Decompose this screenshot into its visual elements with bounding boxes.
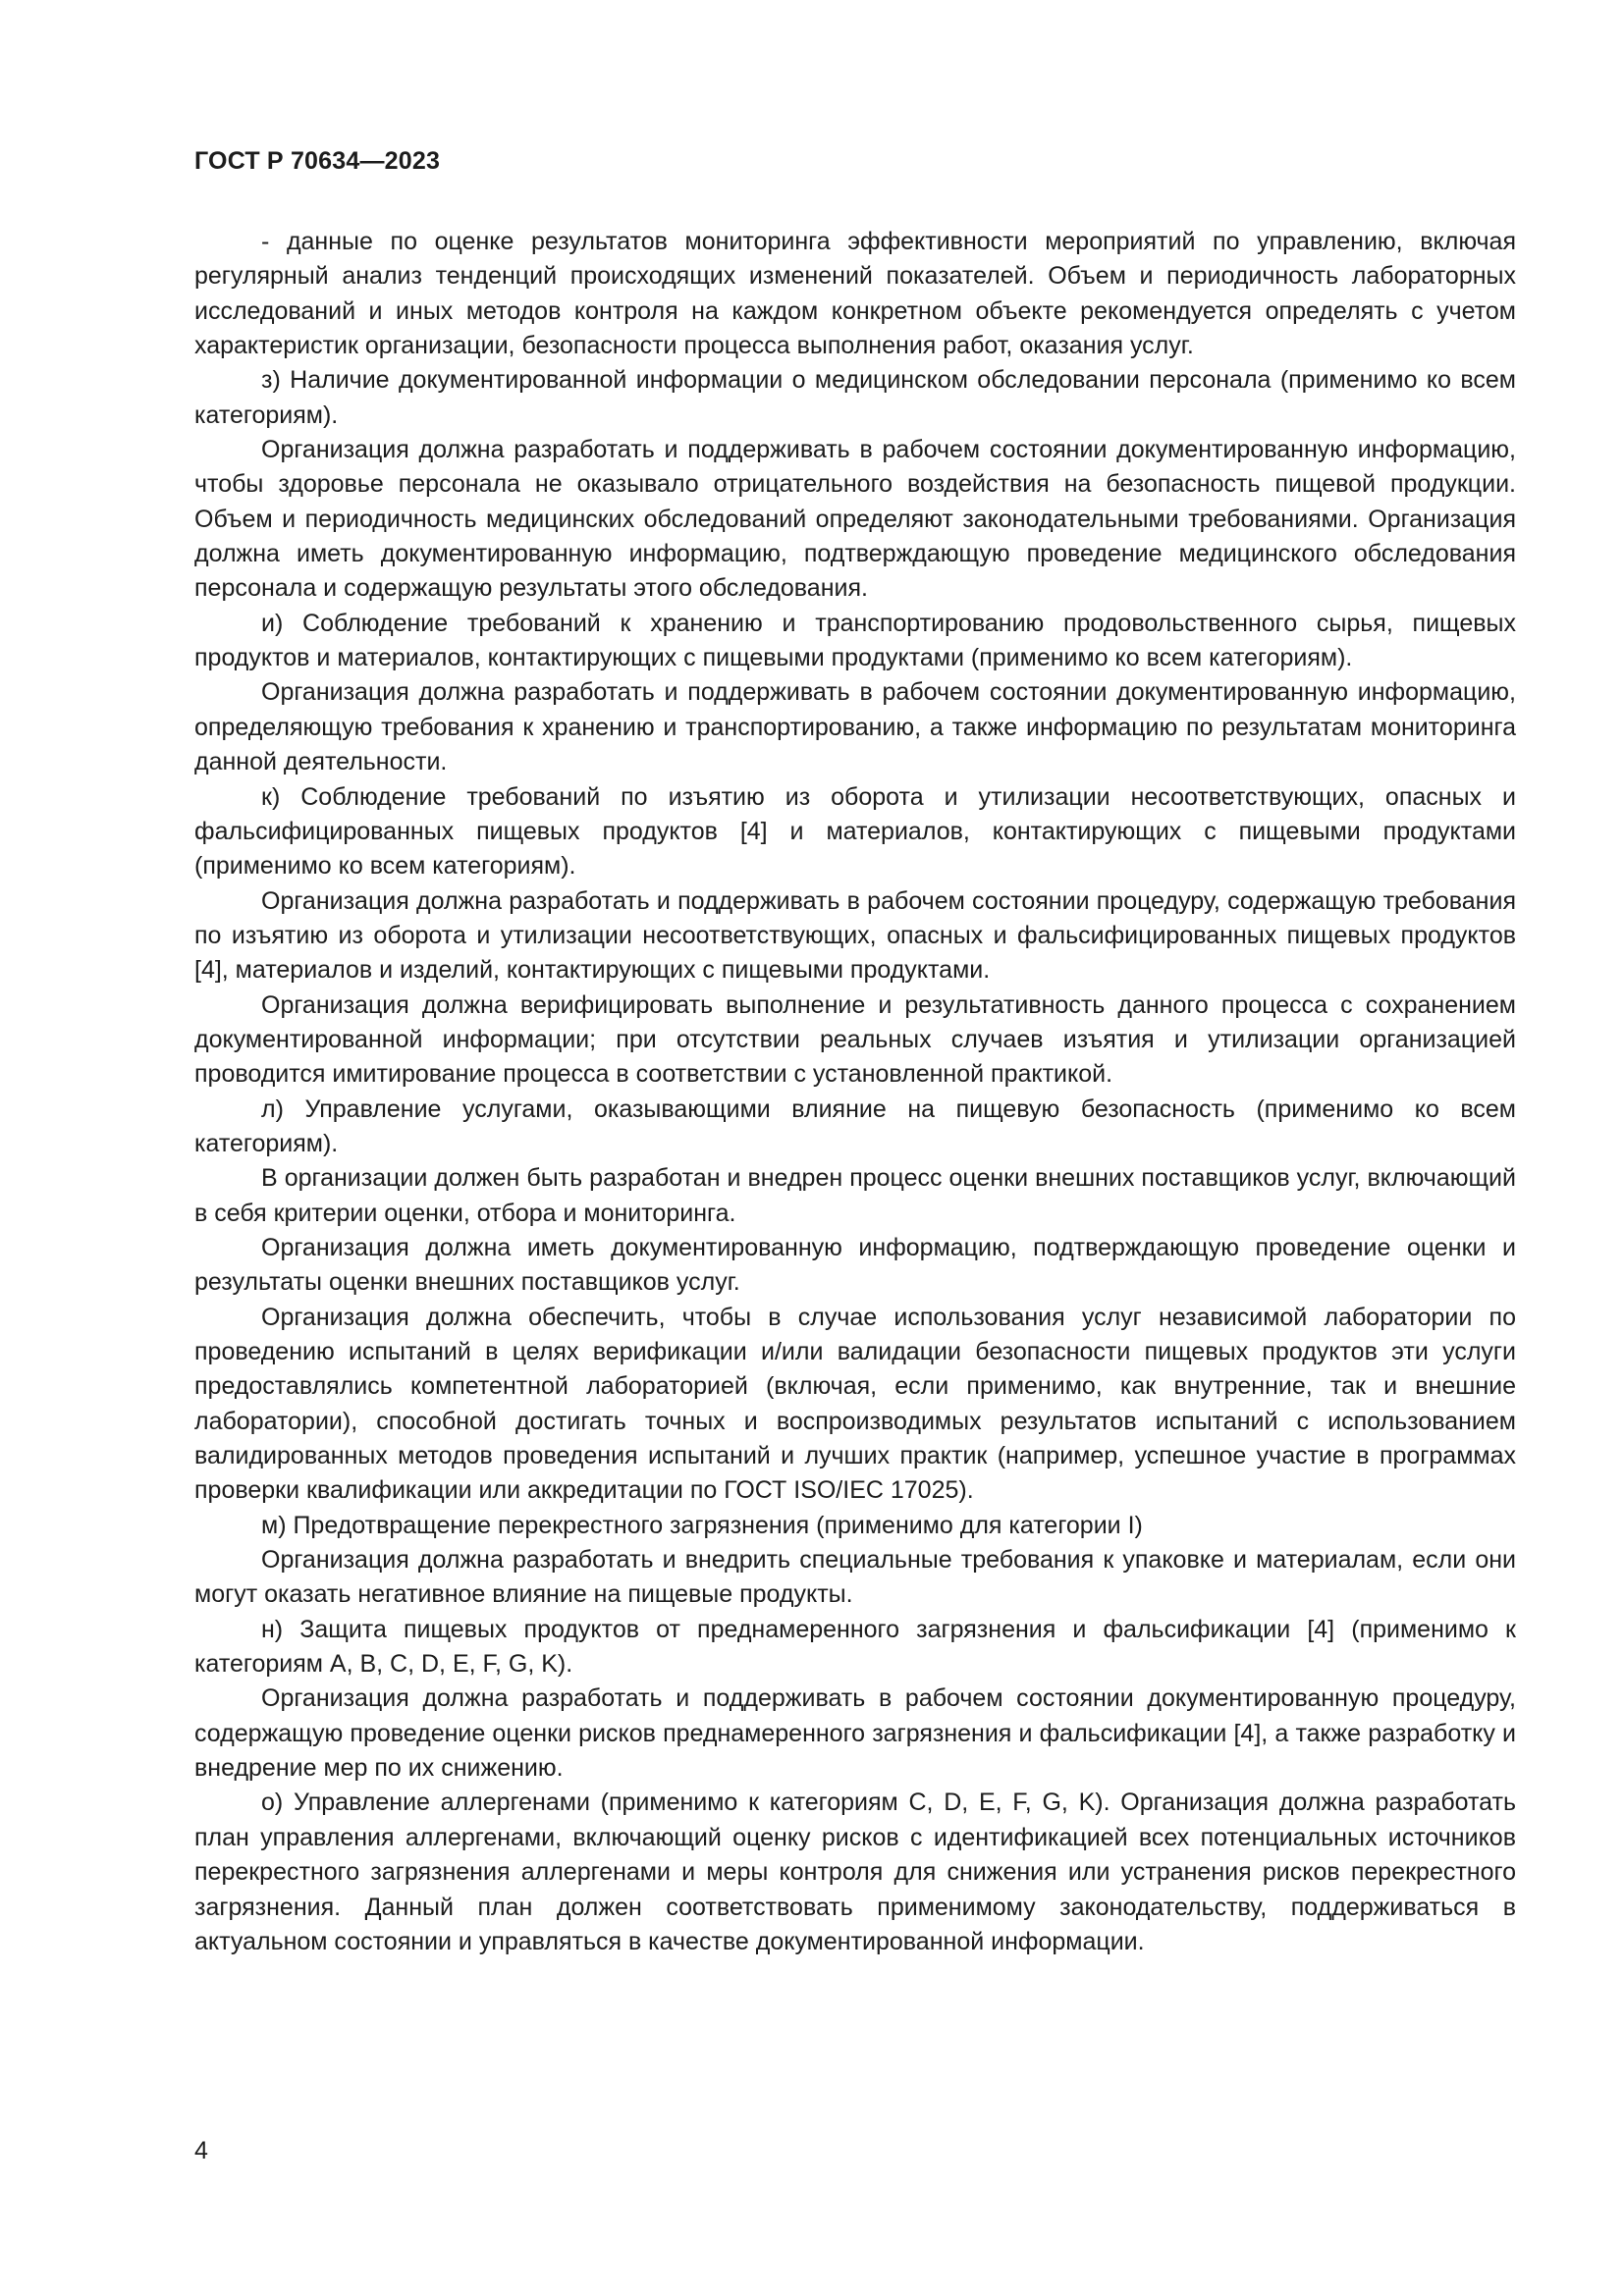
paragraph-withdrawal-procedure: Организация должна разработать и поддерживать в рабочем состоянии процедуру, содержащую требования по изъятию из оборота и утилизации несоответствующих, опасных и фальсифицированных пищевых продуктов [4], материалов и изделий, контактирующих с пищевыми продуктами. [194,886,1516,985]
page-body [194,225,1516,1959]
paragraph-supplier-documentation: Организация должна иметь документированную информацию, подтверждающую проведение оценки и результаты оценки внешних поставщиков услуг. [194,1233,1516,1297]
document-code-header: ГОСТ Р 70634—2023 [194,147,441,175]
paragraph-item-n-food-defense: н) Защита пищевых продуктов от преднамеренного загрязнения и фальсификации [4] (применимо к категориям A, B, C, D, E, F, G, K). [194,1615,1516,1679]
paragraph-withdrawal-verification: Организация должна верифицировать выполнение и результативность данного процесса с сохранением документированной информации; при отсутствии реальных случаев изъятия и утилизации организацией проводится имитирование процесса в соответствии с установленной практикой. [194,990,1516,1089]
paragraph-item-i-storage: и) Соблюдение требований к хранению и транспортированию продовольственного сырья, пищевых продуктов и материалов, контактирующих с пищевыми продуктами (применимо ко всем категориям). [194,609,1516,672]
paragraph-packaging-requirements: Организация должна разработать и внедрить специальные требования к упаковке и материалам, если они могут оказать негативное влияние на пищевые продукты. [194,1546,1516,1609]
paragraph-item-m-cross-contamination: м) Предотвращение перекрестного загрязнения (применимо для категории I) [261,1511,1143,1539]
paragraph-item-k-withdrawal: к) Соблюдение требований по изъятию из оборота и утилизации несоответствующих, опасных и фальсифицированных пищевых продуктов [4] и материалов, контактирующих с пищевыми продуктами (применимо ко всем категориям). [194,782,1516,881]
paragraph-item-z-medical: з) Наличие документированной информации о медицинском обследовании персонала (применимо ко всем категориям). [194,366,1516,429]
paragraph-monitoring-data: - данные по оценке результатов мониторинга эффективности мероприятий по управлению, включая регулярный анализ тенденций происходящих изменений показателей. Объем и периодичность лабораторных исследований и иных методов контроля на каждом конкретном объекте рекомендуется определять с учетом характеристик организации, безопасности процесса выполнения работ, оказания услуг. [194,228,1516,360]
paragraph-item-l-services: л) Управление услугами, оказывающими влияние на пищевую безопасность (применимо ко всем категориям). [194,1095,1516,1157]
paragraph-laboratory-competence: Организация должна обеспечить, чтобы в случае использования услуг независимой лаборатории по проведению испытаний в целях верификации и/или валидации безопасности пищевых продуктов эти услуги предоставлялись компетентной лабораторией (включая, если применимо, как внутренние, так и внешние лаборатории), способной достигать точных и воспроизводимых результатов испытаний с использованием валидированных методов проведения испытаний и лучших практик (например, успешное участие в программах проверки квалификации или аккредитации по ГОСТ ISO/IEC 17025). [194,1303,1516,1505]
paragraph-medical-requirements: Организация должна разработать и поддерживать в рабочем состоянии документированную информацию, чтобы здоровье персонала не оказывало отрицательного воздействия на безопасность пищевой продукции. Объем и периодичность медицинских обследований определяют законодательными требованиями. Организация должна иметь документированную информацию, подтверждающую проведение медицинского обследования персонала и содержащую результаты этого обследования. [194,436,1516,603]
paragraph-item-o-allergens: о) Управление аллергенами (применимо к категориям C, D, E, F, G, K). Организация должна разработать план управления аллергенами, включающий оценку рисков с идентификацией всех потенциальных источников перекрестного загрязнения аллергенами и меры контроля для снижения или устранения рисков перекрестного загрязнения. Данный план должен соответствовать применимому законодательству, поддерживаться в актуальном состоянии и управляться в качестве документированной информации. [194,1789,1516,1955]
page-number: 4 [194,2137,208,2164]
paragraph-supplier-evaluation: В организации должен быть разработан и внедрен процесс оценки внешних поставщиков услуг, включающий в себя критерии оценки, отбора и мониторинга. [194,1164,1516,1227]
paragraph-storage-requirements: Организация должна разработать и поддерживать в рабочем состоянии документированную информацию, определяющую требования к хранению и транспортированию, а также информацию по результатам мониторинга данной деятельности. [194,678,1516,776]
paragraph-food-defense-procedure: Организация должна разработать и поддерживать в рабочем состоянии документированную процедуру, содержащую проведение оценки рисков преднамеренного загрязнения и фальсификации [4], а также разработку и внедрение мер по их снижению. [194,1684,1516,1783]
